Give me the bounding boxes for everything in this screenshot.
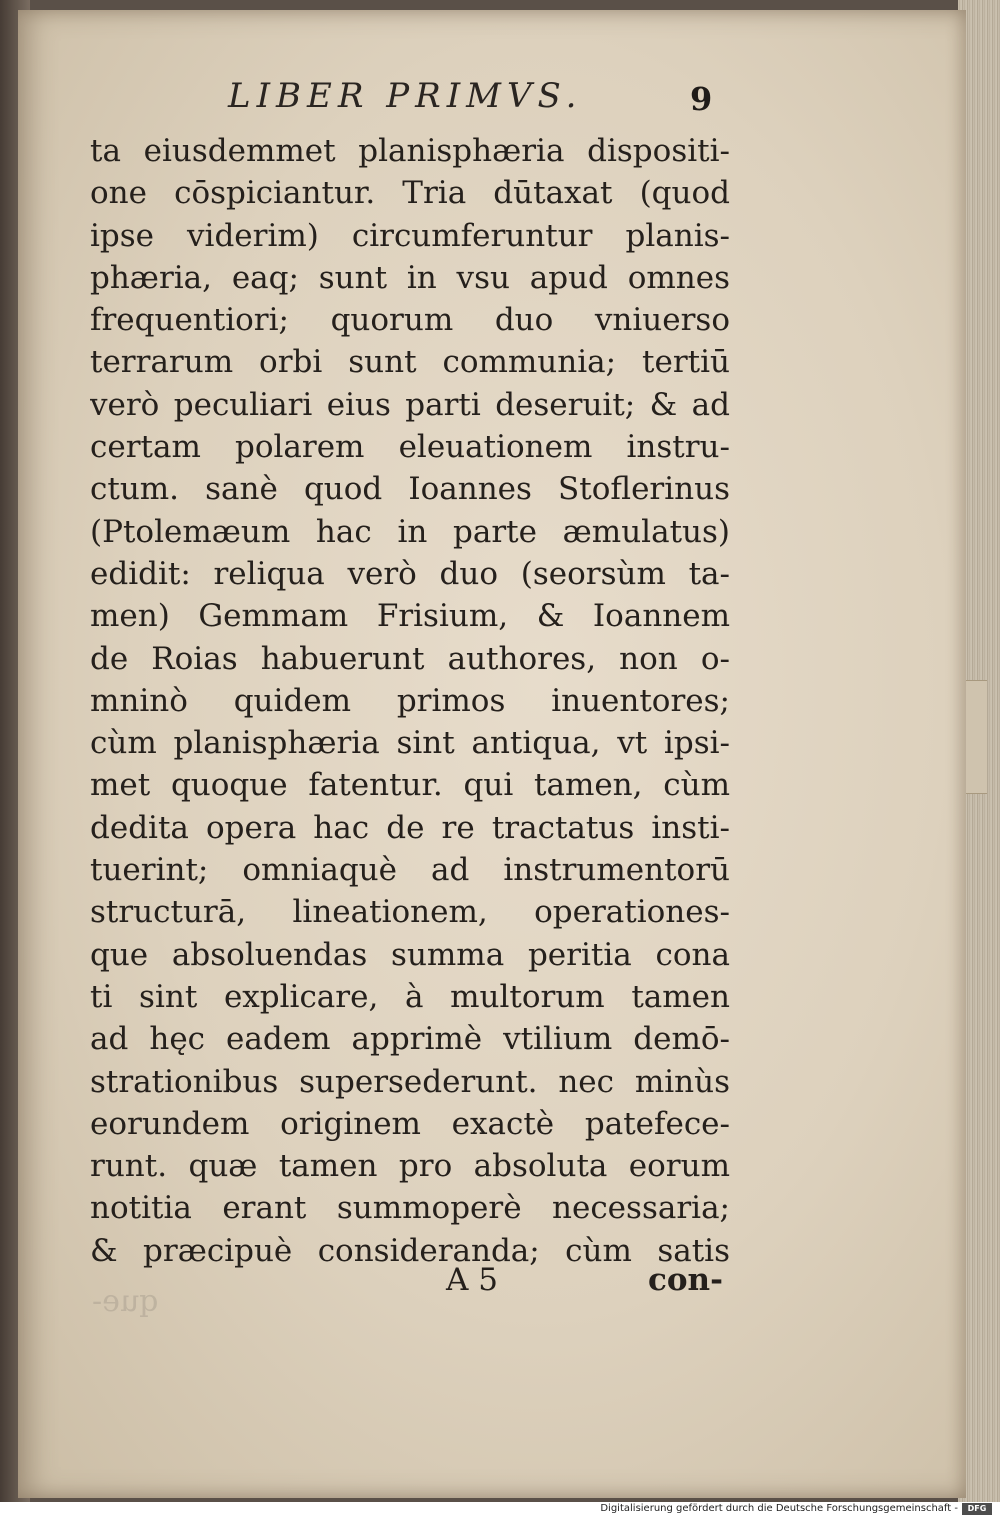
footer [0,1502,1000,1516]
text-line: mninò quidem primos inuentores; [90,682,730,719]
text-line: strationibus supersederunt. nec minùs [90,1063,730,1100]
text-line: structurā, lineationem, operationes- [90,894,730,931]
text-line: ctum. sanè quod Ioannes Stoflerinus [90,471,730,508]
text-line: tuerint; omniaquè ad instrumentorū [90,852,730,889]
text-line: dedita opera hac de re tractatus insti- [90,809,730,846]
running-head: LIBER PRIMVS. [228,76,583,116]
dfg-logo: DFG [962,1503,992,1515]
text-line: men) Gemmam Frisium, & Ioannem [90,598,730,635]
text-line: ti sint explicare, à multorum tamen [90,978,730,1015]
catchword: con- [648,1262,723,1298]
text-line: met quoque fatentur. qui tamen, cùm [90,767,730,804]
text-line: edidit: reliqua verò duo (seorsùm ta- [90,555,730,592]
text-line: one cōspiciantur. Tria dūtaxat (quod [90,175,730,212]
funding-notice: Digitalisierung gefördert durch die Deutsche Forschungsgemeinschaft - [600,1503,958,1514]
text-line: ad hęc eadem apprimè vtilium demō- [90,1021,730,1058]
page-number: 9 [690,80,713,118]
text-line: & præcipuè consideranda; cùm satis [90,1232,730,1269]
text-line: certam polarem eleuationem instru- [90,429,730,466]
text-line: cùm planisphæria sint antiqua, vt ipsi- [90,725,730,762]
text-line: notitia erant summoperè necessaria; [90,1190,730,1227]
text-line: ipse viderim) circumferuntur planis- [90,217,730,254]
catchline [446,1262,736,1306]
body-text [90,130,730,1272]
text-line: verò peculiari eius parti deseruit; & ad [90,386,730,423]
text-line: frequentiori; quorum duo vniuerso [90,302,730,339]
text-line: que absoluendas summa peritia cona [90,936,730,973]
bleed-through-text: que- [92,1284,159,1319]
text-line: de Roias habuerunt authores, non o- [90,640,730,677]
text-line: ta eiusdemmet planisphæria dispositi- [90,133,730,169]
text-line: terrarum orbi sunt communia; tertiū [90,344,730,381]
text-line: (Ptolemæum hac in parte æmulatus) [90,513,730,550]
text-line: phæria, eaq; sunt in vsu apud omnes [90,259,730,296]
text-line: runt. quæ tamen pro absoluta eorum [90,1148,730,1185]
signature-mark: A 5 [446,1262,498,1298]
text-line: eorundem originem exactè patefece- [90,1105,730,1142]
